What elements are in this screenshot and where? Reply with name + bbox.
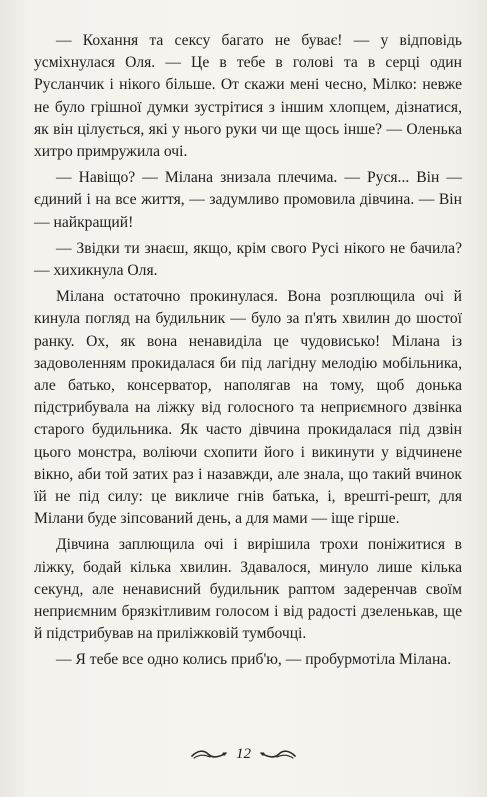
page-body-text	[34, 30, 462, 676]
paragraph-1: — Кохання та сексу багато не буває! — у відповідь усміхнулася Оля. — Це в тебе в голові та в серці один Русланчик і нікого більше. От скажи мені чесно, Мілко: невже не було грішної думки зустрітися з іншим хлопцем, дізнатися, як він цілується, які у нього руки чи ще щось інше? — Оленька хитро примружила очі.	[34, 32, 462, 161]
left-flourish-icon	[190, 747, 228, 761]
paragraph-3: — Звідки ти знаєш, якщо, крім свого Русі нікого не бачила? — хихикнула Оля.	[34, 239, 462, 280]
paragraph-6: — Я тебе все одно колись приб'ю, — пробурмотіла Мілана.	[56, 651, 452, 669]
paragraph-2: — Навіщо? — Мілана знизала плечима. — Руся... Він — єдиний і на все життя, — задумливо промовила дівчина. — Він — найкращий!	[34, 169, 462, 231]
right-flourish-icon	[259, 747, 297, 761]
page-number: 12	[236, 745, 251, 762]
paragraph-5: Дівчина заплющила очі і вирішила трохи поніжитися в ліжку, бодай кілька хвилин. Здавалося, минуло лише кілька секунд, але ненависний будильник раптом задеренчав своїм неприємним брязкітливим голосом і від радості дзеленькав, ще й підстрибував на приліжковій тумбочці.	[34, 536, 462, 643]
paragraph-4: Мілана остаточно прокинулася. Вона розплющила очі й кинула погляд на будильник — було за п'ять хвилин до шостої ранку. Ох, як вона ненавиділа це чудовисько! Мілана із задоволенням прокидалася би під лагідну мелодію мобільника, але батько, консерватор, наполягав на тому, щоб донька підстрибувала на ліжку від голосного та неприємного дзвінка старого будильника. Як часто дівчина прокидалася під дзвін цього монстра, воліючи схопити його і викинути у відчинене вікно, аби той затих раз і назавжди, але знала, що такий вчинок їй не під силу: це викличе гнів батька, і, врешті-решт, для Мілани буде зіпсований день, а для мами — іще гірше.	[34, 288, 462, 528]
page-footer	[0, 742, 487, 766]
